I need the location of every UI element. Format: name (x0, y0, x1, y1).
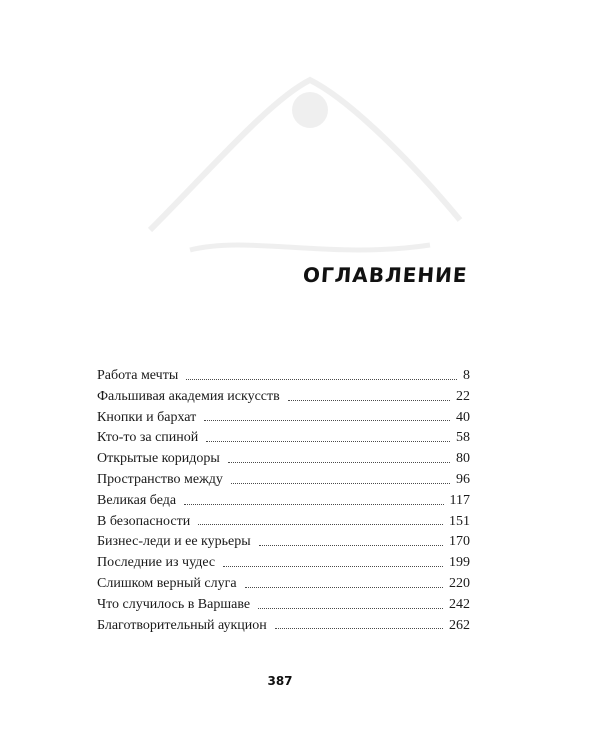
toc-entry-title: Великая беда (97, 492, 177, 508)
toc-leader-dots (228, 462, 450, 463)
toc-entry-title: Бизнес-леди и ее курьеры (97, 534, 251, 550)
toc-entry-page: 96 (456, 471, 470, 487)
toc-entry-title: Открытые коридоры (97, 451, 220, 467)
toc-entry-page: 199 (449, 555, 470, 571)
toc-entry-title: Кнопки и бархат (97, 409, 197, 425)
toc-entry (97, 595, 470, 616)
toc-entry-page: 262 (449, 617, 470, 633)
toc-leader-dots (206, 441, 450, 442)
toc-entry-page: 80 (456, 451, 470, 467)
toc-entry-title: В безопасности (97, 513, 191, 529)
toc-leader-dots (275, 628, 443, 629)
toc-entry (97, 408, 470, 429)
toc-entry-title: Слишком верный слуга (97, 575, 237, 591)
toc-leader-dots (223, 566, 443, 567)
toc-leader-dots (231, 483, 450, 484)
toc-entry (97, 491, 470, 512)
toc-entry-title: Что случилось в Варшаве (97, 596, 251, 612)
toc-entry-page: 242 (449, 596, 470, 612)
toc-heading: ОГЛАВЛЕНИЕ (301, 263, 468, 287)
toc-entry-title: Фальшивая академия искусств (97, 388, 280, 404)
table-of-contents (97, 366, 470, 636)
page-number: 387 (267, 674, 293, 688)
toc-entry (97, 449, 470, 470)
toc-entry-page: 40 (456, 409, 470, 425)
toc-leader-dots (259, 545, 443, 546)
toc-leader-dots (245, 587, 443, 588)
toc-entry-page: 22 (456, 388, 470, 404)
toc-entry (97, 553, 470, 574)
toc-entry (97, 366, 470, 387)
toc-entry-title: Последние из чудес (97, 555, 216, 571)
toc-entry-page: 151 (449, 513, 470, 529)
toc-entry-page: 117 (449, 492, 470, 508)
toc-leader-dots (186, 379, 457, 380)
toc-entry-page: 170 (449, 534, 470, 550)
toc-entry (97, 532, 470, 553)
toc-entry (97, 574, 470, 595)
toc-entry (97, 428, 470, 449)
toc-entry (97, 616, 470, 637)
toc-entry-page: 58 (456, 430, 470, 446)
toc-leader-dots (258, 608, 443, 609)
show-through-illustration (130, 20, 480, 270)
toc-entry-title: Работа мечты (97, 368, 179, 383)
toc-entry-page: 220 (449, 575, 470, 591)
toc-entry-page: 8 (463, 368, 470, 383)
toc-entry-title: Кто-то за спиной (97, 430, 199, 446)
toc-entry (97, 387, 470, 408)
toc-entry (97, 512, 470, 533)
toc-entry-title: Пространство между (97, 471, 223, 487)
toc-leader-dots (198, 524, 443, 525)
toc-leader-dots (184, 504, 443, 505)
toc-entry (97, 470, 470, 491)
toc-entry-title: Благотворительный аукцион (97, 617, 267, 633)
toc-leader-dots (288, 400, 450, 401)
toc-leader-dots (204, 420, 450, 421)
